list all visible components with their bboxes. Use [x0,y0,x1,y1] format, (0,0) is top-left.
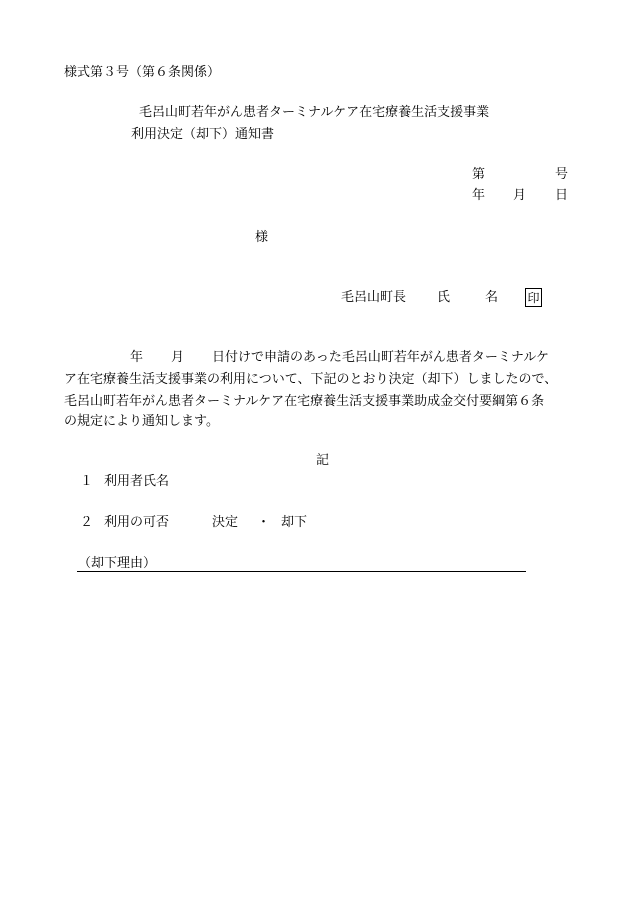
rejection-reason-underline [77,571,526,572]
body-line-1-text: 日付けで申請のあった毛呂山町若年がん患者ターミナルケ [212,350,549,365]
issuer-title: 毛呂山町長 [341,290,407,305]
item-2-option-rejection: 却下 [281,515,308,530]
item-2-number: ２ [80,515,94,530]
body-year-label: 年 [130,350,144,365]
item-2-option-decision: 決定 [212,515,239,530]
date-year-label: 年 [472,188,486,203]
body-line-3: 毛呂山町若年がん患者ターミナルケア在宅療養生活支援事業助成金交付要綱第６条 [64,394,545,409]
title-line-1: 毛呂山町若年がん患者ターミナルケア在宅療養生活支援事業 [139,105,490,120]
document-number-prefix: 第 [472,167,486,182]
item-1-number: １ [80,474,94,489]
item-1-label: 利用者氏名 [104,474,170,489]
form-number: 様式第３号（第６条関係） [64,65,221,80]
title-line-2: 利用決定（却下）通知書 [131,127,275,142]
body-line-1 [64,351,549,364]
document-number-suffix: 号 [555,167,569,182]
item-2-label: 利用の可否 [104,515,170,530]
item-2-separator: ・ [257,515,271,530]
issuer-name-label-2: 名 [485,290,499,305]
seal-mark: 印 [525,288,542,307]
body-line-4: の規定により通知します。 [64,414,219,429]
ki-heading: 記 [316,453,330,468]
issuer-name-label-1: 氏 [437,290,451,305]
date-day-label: 日 [555,188,569,203]
rejection-reason-label: （却下理由） [78,556,157,571]
body-month-label: 月 [171,350,185,365]
body-line-2: ア在宅療養生活支援事業の利用について、下記のとおり決定（却下）しましたので、 [64,372,558,387]
date-month-label: 月 [513,188,527,203]
addressee-honorific: 様 [255,230,269,245]
